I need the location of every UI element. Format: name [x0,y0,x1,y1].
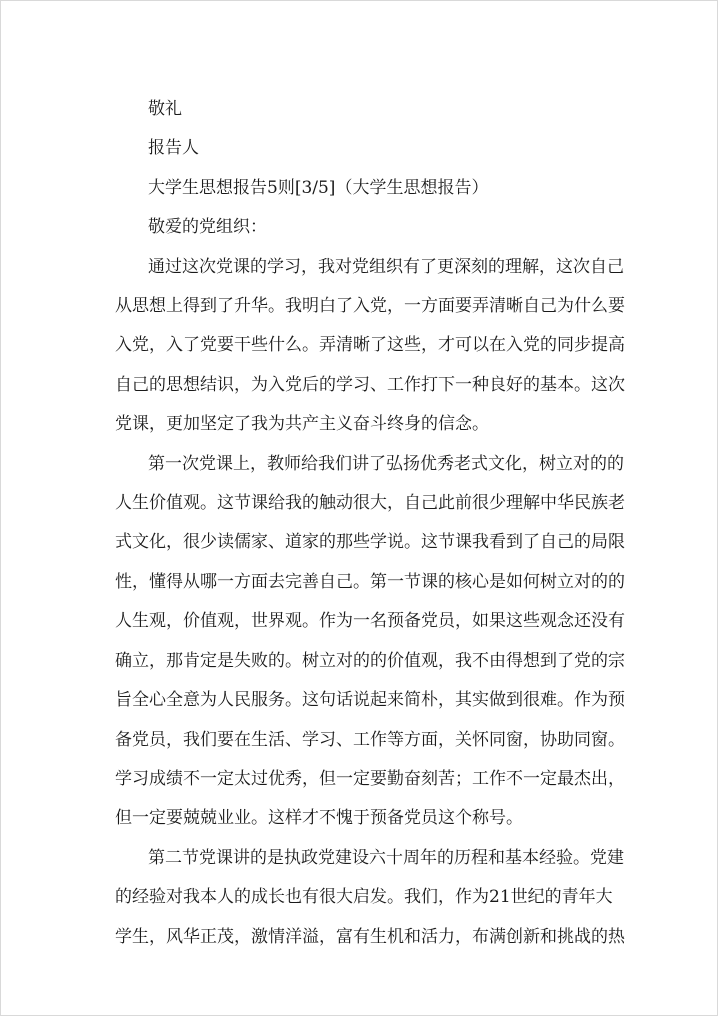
paragraph-2-line: 学习成绩不一定太过优秀，但一定要勤奋刻苦；工作不一定最杰出， [115,768,625,789]
paragraph-1-line: 党课，更加坚定了我为共产主义奋斗终身的信念。 [115,414,489,435]
paragraph-2-line: 人生价值观。这节课给我的触动很大，自己此前很少理解中华民族老 [115,493,625,514]
greeting: 敬爱的党组织： [148,217,267,238]
paragraph-1-line: 从思想上得到了升华。我明白了入党，一方面要弄清晰自己为什么要 [115,296,625,317]
paragraph-3-line: 学生，风华正茂，激情洋溢，富有生机和活力，布满创新和挑战的热 [115,926,625,947]
paragraph-2-line: 但一定要兢兢业业。这样才不愧于预备党员这个称号。 [115,808,523,829]
paragraph-1-line: 入党，入了党要干些什么。弄清晰了这些，才可以在入党的同步提高 [115,335,625,356]
document-body [115,90,625,957]
paragraph-3-line: 的经验对我本人的成长也有很大启发。我们，作为21世纪的青年大 [115,887,613,908]
paragraph-2-line: 人生观，价值观，世界观。作为一名预备党员，如果这些观念还没有 [115,611,625,632]
paragraph-2-line: 确立，那肯定是失败的。树立对的的价值观，我不由得想到了党的宗 [115,650,625,671]
paragraph-1-line: 自己的思想结识，为入党后的学习、工作打下一种良好的基本。这次 [115,374,625,395]
paragraph-2-line: 旨全心全意为人民服务。这句话说起来简朴，其实做到很难。作为预 [115,690,625,711]
paragraph-1-line: 通过这次党课的学习，我对党组织有了更深刻的理解，这次自己 [148,256,624,277]
signature-label: 报告人 [148,138,199,159]
paragraph-2-line: 性，懂得从哪一方面去完善自己。第一节课的核心是如何树立对的的 [115,571,625,592]
closing-salutation: 敬礼 [148,99,182,119]
document-title: 大学生思想报告5则[3/5]（大学生思想报告） [148,177,489,198]
paragraph-3-line: 第二节党课讲的是执政党建设六十周年的历程和基本经验。党建 [148,847,624,868]
paragraph-2-line: 式文化，很少读儒家、道家的那些学说。这节课我看到了自己的局限 [115,532,625,553]
paragraph-2-line: 第一次党课上，教师给我们讲了弘扬优秀老式文化，树立对的的 [148,453,624,474]
paragraph-2-line: 备党员，我们要在生活、学习、工作等方面，关怀同窗，协助同窗。 [115,729,625,750]
